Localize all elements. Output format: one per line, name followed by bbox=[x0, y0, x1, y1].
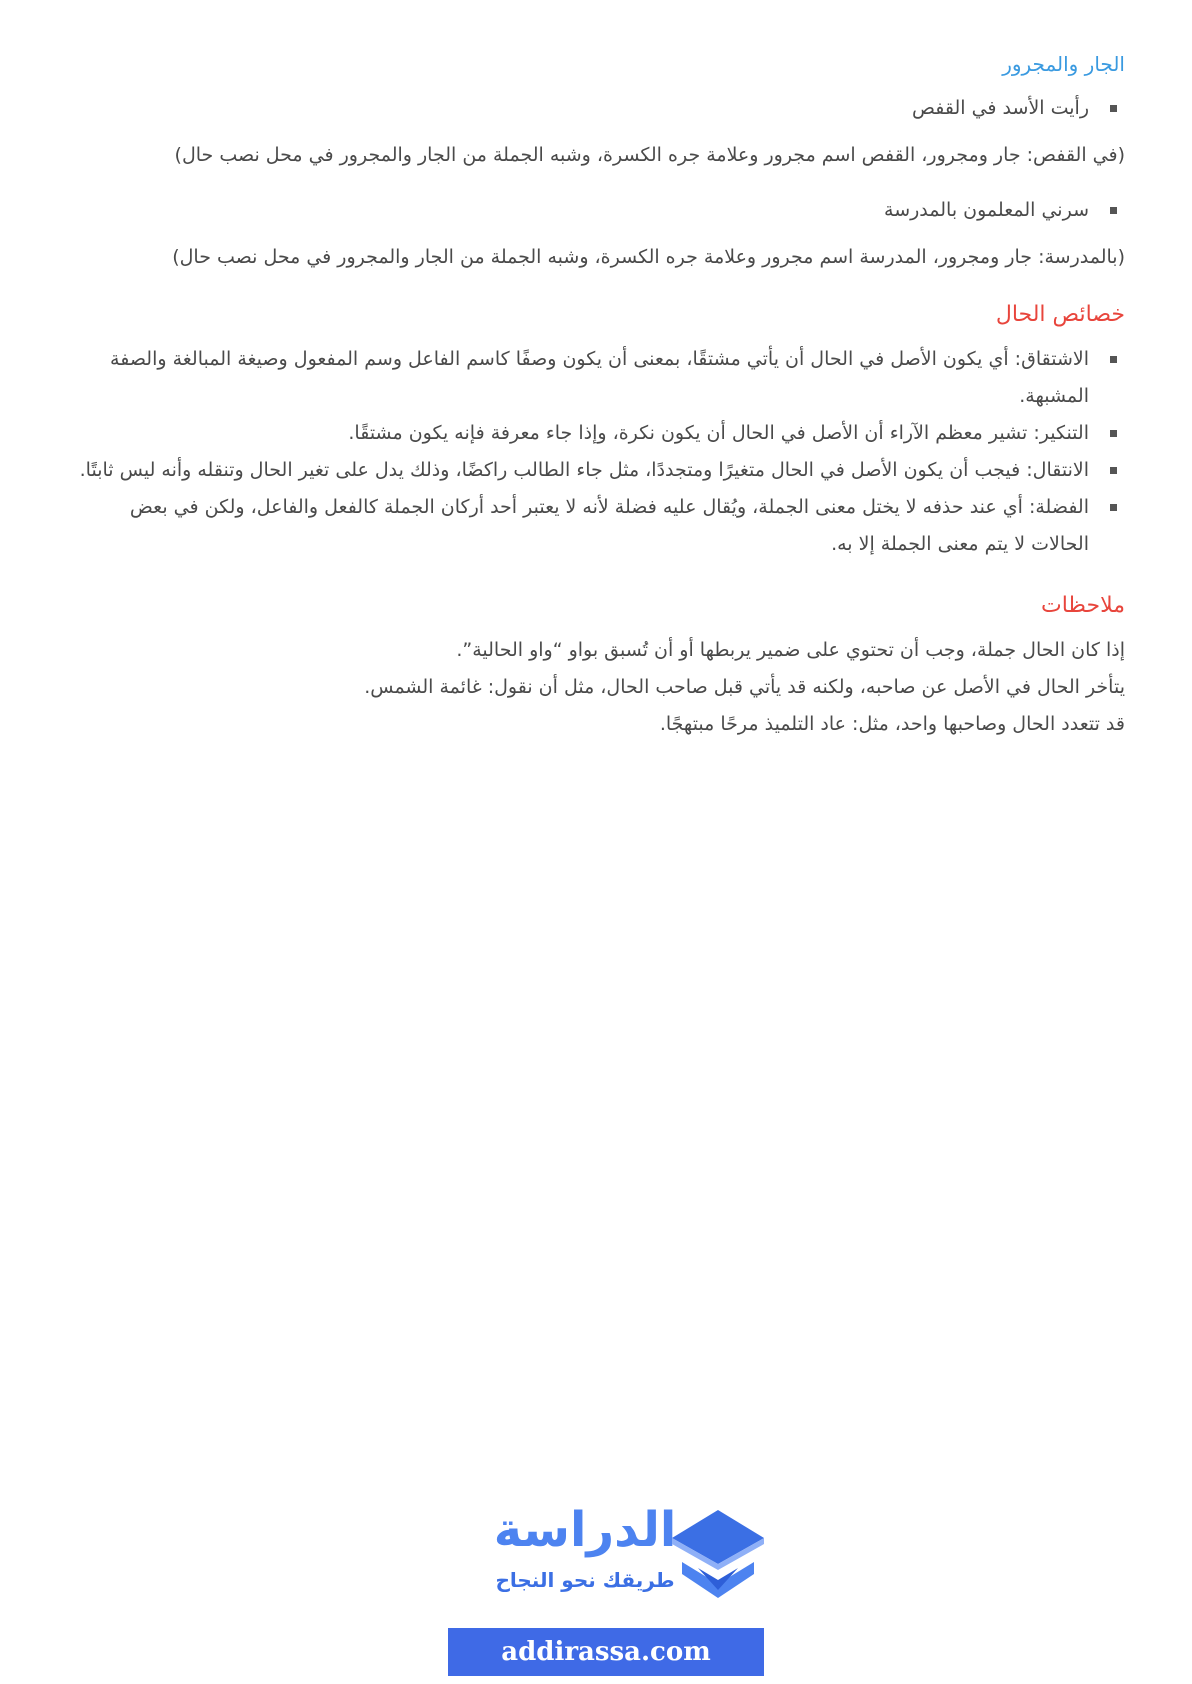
list-item bbox=[75, 341, 1125, 415]
square-bullet-icon bbox=[1110, 356, 1117, 363]
list-item bbox=[75, 452, 1125, 489]
properties-list bbox=[75, 341, 1125, 563]
example-text: رأيت الأسد في القفص bbox=[911, 97, 1089, 119]
site-url-banner: addirassa.com bbox=[448, 1628, 764, 1676]
list-item bbox=[75, 489, 1125, 563]
square-bullet-icon bbox=[1110, 207, 1117, 214]
square-bullet-icon bbox=[1110, 105, 1117, 112]
list-item bbox=[75, 415, 1125, 452]
example-list-1 bbox=[75, 90, 1125, 127]
logo-title: الدراسة bbox=[493, 1502, 677, 1558]
square-bullet-icon bbox=[1110, 467, 1117, 474]
list-item bbox=[75, 90, 1125, 127]
example-explanation: (بالمدرسة: جار ومجرور، المدرسة اسم مجرور وعلامة جره الكسرة، وشبه الجملة من الجار والمجرور في محل نصب حال) bbox=[172, 246, 1125, 268]
section-heading-notes: ملاحظات bbox=[1041, 593, 1125, 618]
square-bullet-icon bbox=[1110, 430, 1117, 437]
example-explanation: (في القفص: جار ومجرور، القفص اسم مجرور وعلامة جره الكسرة، وشبه الجملة من الجار والمجرور في محل نصب حال) bbox=[174, 144, 1125, 166]
graduation-cap-icon bbox=[668, 1504, 768, 1604]
section-heading-jar-majrur: الجار والمجرور bbox=[1002, 52, 1125, 76]
note-line: يتأخر الحال في الأصل عن صاحبه، ولكنه قد يأتي قبل صاحب الحال، مثل أن نقول: غائمة الشمس. bbox=[364, 676, 1125, 698]
article-content bbox=[75, 52, 1125, 743]
square-bullet-icon bbox=[1110, 504, 1117, 511]
property-text: التنكير: تشير معظم الآراء أن الأصل في الحال أن يكون نكرة، وإذا جاء معرفة فإنه يكون مشتقًا. bbox=[348, 422, 1089, 444]
site-logo bbox=[448, 1502, 768, 1622]
note-line: إذا كان الحال جملة، وجب أن تحتوي على ضمير يربطها أو أن تُسبق بواو “واو الحالية”. bbox=[456, 639, 1125, 661]
list-item bbox=[75, 192, 1125, 229]
logo-tagline: طريقك نحو النجاح bbox=[495, 1568, 675, 1592]
note-line: قد تتعدد الحال وصاحبها واحد، مثل: عاد التلميذ مرحًا مبتهجًا. bbox=[659, 713, 1125, 735]
property-text: الانتقال: فيجب أن يكون الأصل في الحال متغيرًا ومتجددًا، مثل جاء الطالب راكضًا، وذلك يدل على تغير الحال وتنقله وأنه ليس ثابتًا. bbox=[79, 459, 1089, 481]
property-text: الفضلة: أي عند حذفه لا يختل معنى الجملة، ويُقال عليه فضلة لأنه لا يعتبر أحد أركان الجملة كالفعل والفاعل، ولكن في بعض الحالات لا يتم معنى الجملة إلا به. bbox=[129, 496, 1089, 555]
property-text: الاشتقاق: أي يكون الأصل في الحال أن يأتي مشتقًا، بمعنى أن يكون وصفًا كاسم الفاعل وسم المفعول وصيغة المبالغة والصفة المشبهة. bbox=[110, 348, 1089, 407]
example-list-2 bbox=[75, 192, 1125, 229]
section-heading-properties: خصائص الحال bbox=[995, 302, 1125, 327]
example-text: سرني المعلمون بالمدرسة bbox=[884, 199, 1089, 221]
